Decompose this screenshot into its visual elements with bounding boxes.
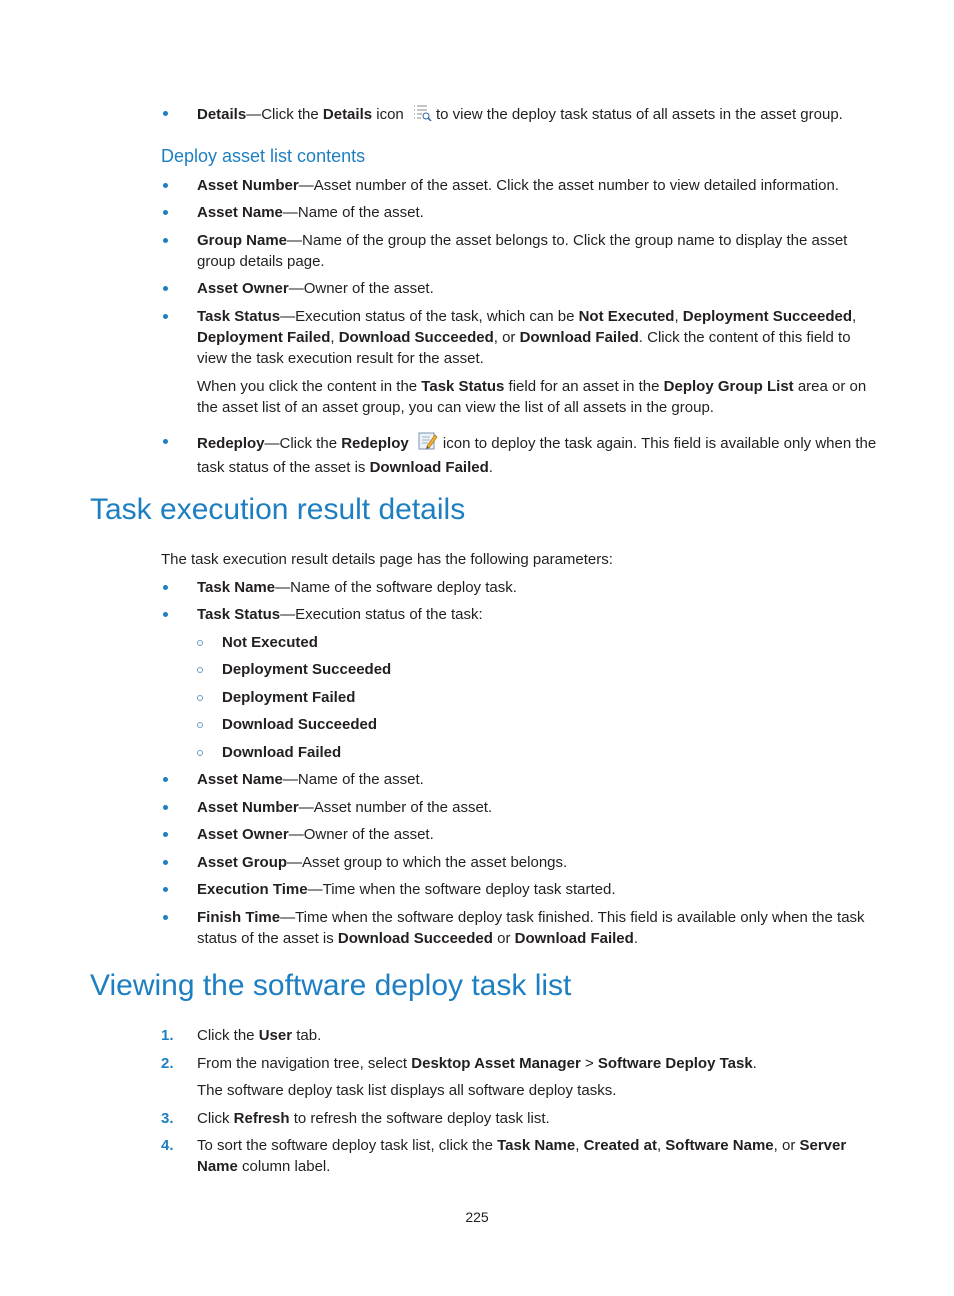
bullet-marker xyxy=(163,238,168,243)
sub-bullet-marker xyxy=(197,750,203,756)
bullet-marker xyxy=(163,612,168,617)
step-item: To sort the software deploy task list, click the Task Name, Created at, Software Name, or Server Name column label. xyxy=(197,1137,847,1175)
list-item: Asset Name—Name of the asset. xyxy=(197,771,424,788)
list-item: Execution Time—Time when the software deploy task started. xyxy=(197,881,616,898)
bullet-marker xyxy=(163,111,168,116)
step-number: 2. xyxy=(161,1055,174,1072)
step-item: Click the User tab. xyxy=(197,1027,322,1044)
step-item: From the navigation tree, select Desktop Asset Manager > Software Deploy Task. xyxy=(197,1055,757,1072)
sub-list-item: Download Failed xyxy=(222,744,342,761)
step-number: 4. xyxy=(161,1137,174,1154)
step-number: 3. xyxy=(161,1110,174,1127)
bullet-marker xyxy=(163,860,168,865)
bullet-marker xyxy=(163,183,168,188)
list-item: Asset Number—Asset number of the asset. xyxy=(197,799,493,816)
list-item-task-status: Task Status—Execution status of the task, which can be Not Executed, Deployment Succeeded, Deployment Failed, Download Succeeded, or Download Failed. Click the content of this field to view the task execution result for the asset. xyxy=(197,308,857,367)
sub-bullet-marker xyxy=(197,640,203,646)
redeploy-edit-icon xyxy=(417,431,439,457)
step-number: 1. xyxy=(161,1027,174,1044)
bullet-marker xyxy=(163,887,168,892)
sub-list-item: Not Executed xyxy=(222,634,318,651)
sub-list-item: Deployment Failed xyxy=(222,689,356,706)
list-item: Task Status—Execution status of the task: xyxy=(197,606,483,623)
bullet-marker xyxy=(163,832,168,837)
step-note: The software deploy task list displays all software deploy tasks. xyxy=(197,1082,617,1099)
list-item: Task Name—Name of the software deploy task. xyxy=(197,579,517,596)
bullet-marker xyxy=(163,777,168,782)
bullet-marker xyxy=(163,210,168,215)
list-item: Asset Group—Asset group to which the asset belongs. xyxy=(197,854,568,871)
sub-bullet-marker xyxy=(197,722,203,728)
intro-paragraph: The task execution result details page has the following parameters: xyxy=(161,551,613,568)
list-item: Asset Name—Name of the asset. xyxy=(197,204,424,221)
sub-list-item: Download Succeeded xyxy=(222,716,378,733)
details-list-icon xyxy=(412,103,432,127)
list-item: Group Name—Name of the group the asset belongs to. Click the group name to display the asset group details page. xyxy=(197,232,848,270)
bullet-marker xyxy=(163,286,168,291)
sub-list-item: Deployment Succeeded xyxy=(222,661,392,678)
list-item-redeploy: Redeploy—Click the Redeploy icon to deploy the task again. This field is available only when the task status of the asset is Download Failed. xyxy=(197,431,877,478)
list-item: Asset Owner—Owner of the asset. xyxy=(197,280,434,297)
sub-bullet-marker xyxy=(197,667,203,673)
note-paragraph: When you click the content in the Task Status field for an asset in the Deploy Group List area or on the asset list of an asset group, you can view the list of all assets in the group. xyxy=(197,378,867,416)
bullet-marker xyxy=(163,439,168,444)
page-number: 225 xyxy=(465,1209,489,1225)
list-item-details: Details—Click the Details icon to view the deploy task status of all assets in the asset group. xyxy=(197,103,877,127)
sub-bullet-marker xyxy=(197,695,203,701)
bullet-marker xyxy=(163,585,168,590)
section-title-task-execution: Task execution result details xyxy=(90,493,466,526)
list-item: Asset Number—Asset number of the asset. Click the asset number to view detailed information. xyxy=(197,177,839,194)
bullet-marker xyxy=(163,915,168,920)
bullet-marker xyxy=(163,805,168,810)
section-title-viewing-task-list: Viewing the software deploy task list xyxy=(90,969,572,1002)
subheading-deploy-asset-list: Deploy asset list contents xyxy=(161,146,366,166)
list-item-finish-time: Finish Time—Time when the software deploy task finished. This field is available only when the task status of the asset is Download Succeeded or Download Failed. xyxy=(197,909,865,947)
list-item: Asset Owner—Owner of the asset. xyxy=(197,826,434,843)
bullet-marker xyxy=(163,314,168,319)
step-item: Click Refresh to refresh the software deploy task list. xyxy=(197,1110,550,1127)
